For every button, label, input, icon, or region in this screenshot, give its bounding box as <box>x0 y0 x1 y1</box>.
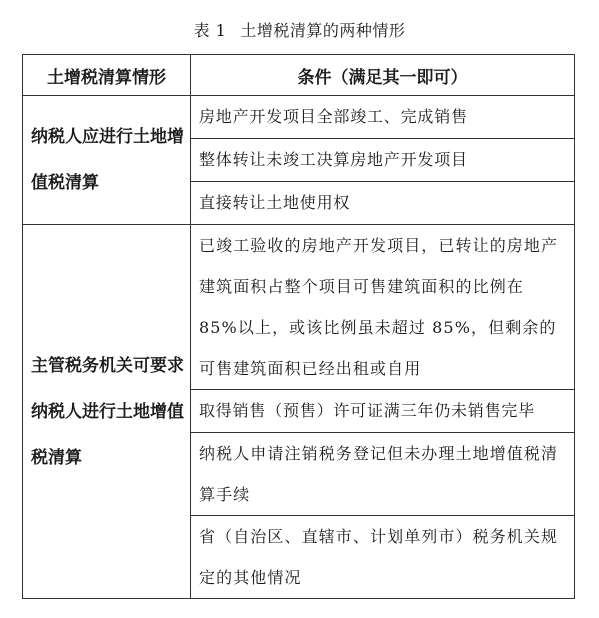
condition-cell: 整体转让未竣工决算房地产开发项目 <box>191 139 575 182</box>
header-conditions: 条件（满足其一即可） <box>191 55 575 96</box>
condition-cell: 房地产开发项目全部竣工、完成销售 <box>191 96 575 139</box>
table-caption <box>0 18 599 41</box>
condition-cell: 已竣工验收的房地产开发项目，已转让的房地产建筑面积占整个项目可售建筑面积的比例在 85%以上，或该比例虽未超过 85%，但剩余的可售建筑面积已经出租或自用 <box>191 225 575 390</box>
header-scenario: 土增税清算情形 <box>23 55 191 96</box>
condition-cell: 直接转让土地使用权 <box>191 182 575 225</box>
category-mandatory-clearance: 纳税人应进行土地增值税清算 <box>23 96 191 225</box>
condition-cell: 取得销售（预售）许可证满三年仍未销售完毕 <box>191 390 575 433</box>
table-row <box>23 96 575 139</box>
header-row <box>23 55 575 96</box>
table-title: 土增税清算的两种情形 <box>240 21 406 40</box>
clearance-conditions-table <box>22 54 575 599</box>
table-number: 表 1 <box>193 21 227 40</box>
category-authority-may-require: 主管税务机关可要求纳税人进行土地增值税清算 <box>23 225 191 599</box>
table-row <box>23 225 575 390</box>
condition-cell: 省（自治区、直辖市、计划单列市）税务机关规定的其他情况 <box>191 516 575 599</box>
condition-cell: 纳税人申请注销税务登记但未办理土地增值税清算手续 <box>191 433 575 516</box>
